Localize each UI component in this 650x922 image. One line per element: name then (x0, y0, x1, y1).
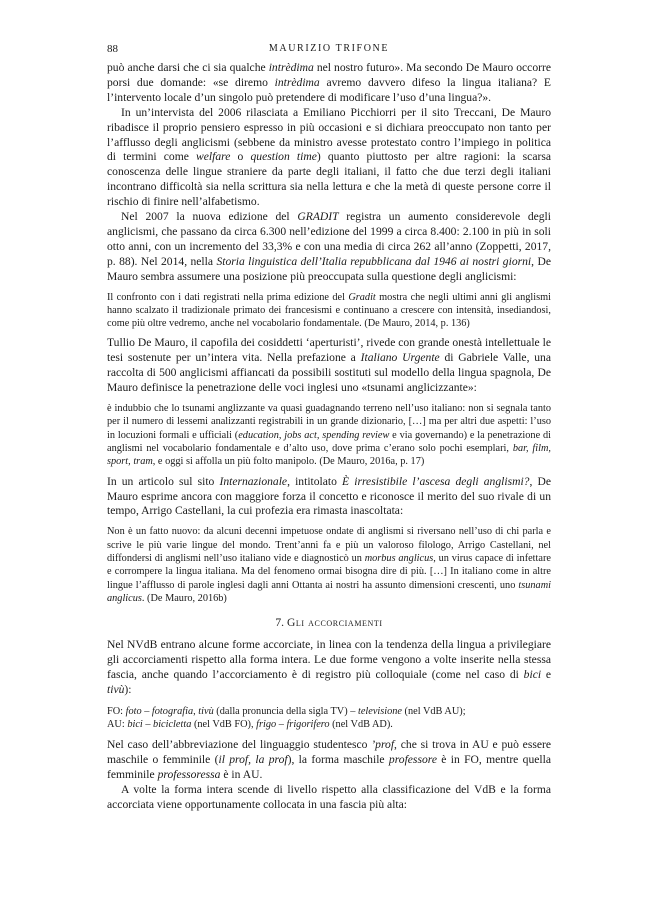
paragraph-1: può anche darsi che ci sia qualche intrèdima nel nostro futuro». Ma secondo De Mauro occorre porsi due domande: «se diremo intrèdima avremo davvero difeso la lingua italiana? E l’intervento locale d’un singolo può pretendere di modificare l’uso d’una lingua?». (107, 61, 551, 104)
section-number: 7. (275, 616, 285, 630)
block-quote-3: Non è un fatto nuovo: da alcuni decenni impetuose ondate di anglismi si riversano nell’uso di chi parla e scrive le più varie lingue del mondo. Trent’anni fa e più un valoroso filologo, Arrigo Castellani, nel diffondersi di anglismi nell’uso italiano vide e diagnosticò un morbus anglicus, un virus capace di infettare e corrompere la lingua italiana. Ma del fenomeno ormai bisogna dire di più. […] In italiano come in altre lingue l’afflusso di parole inglesi dagli anni Ottanta ai nostri ha assunto dimensioni crescenti, uno tsunami anglicus. (De Mauro, 2016b) (107, 526, 551, 604)
example-list (107, 705, 551, 732)
section-title: Gli accorciamenti (286, 616, 383, 630)
paragraph-3: Nel 2007 la nuova edizione del GRADIT registra un aumento considerevole degli anglicismi, che passano da circa 6.300 nell’edizione del 1999 a circa 8.400: 2.100 in più in soli otto anni, con un incremento del 33,3% e con una media di circa 262 all’anno (Zoppetti, 2017, p. 88). Nel 2014, nella Storia linguistica dell’Italia repubblicana dal 1946 ai nostri giorni, De Mauro sembra assumere una posizione più preoccupata sulla questione degli anglicismi: (107, 210, 551, 283)
page (107, 43, 551, 813)
running-head: MAURIZIO TRIFONE (268, 43, 390, 54)
paragraph-5: In un articolo sul sito Internazionale, intitolato È irresistibile l’ascesa degli anglismi?, De Mauro esprime ancora con maggiore forza il concetto e riconosce il merito del suo rivale di un tempo, Arrigo Castellani, la cui profezia era rimasta inascoltata: (107, 474, 552, 518)
block-quote-2: è indubbio che lo tsunami anglizzante va quasi guadagnando terreno nell’uso italiano: non si segnala tanto per il numero di lessemi analizzanti registrabili in un grande dizionario, […] ma per altri due aspetti: l’uso in locuzioni formali e ufficiali (education, jobs act, spending review e via governando) e la penetrazione di anglismi nel vocabolario fondamentale e d’alto uso, dove prima c’erano solo pochi esemplari, bar, film, sport, tram, e oggi si affolla un più folto manipolo. (De Mauro, 2016a, p. 17) (107, 403, 551, 468)
page-header (107, 43, 551, 61)
block-quote-1: Il confronto con i dati registrati nella prima edizione del Gradit mostra che negli ultimi anni gli anglismi hanno scalzato il tradizionale primato dei francesismi e continuano a crescere con intensità, insediandosi, come più oltre vedremo, anche nel vocabolario fondamentale. (De Mauro, 2014, p. 136) (107, 291, 551, 330)
paragraph-8: A volte la forma intera scende di livello rispetto alla classificazione del VdB e la forma accorciata viene opportunamente collocata in una fascia più alta: (107, 783, 551, 811)
list-item: FO: foto – fotografia, tivù (dalla pronuncia della sigla TV) – televisione (nel VdB AU); (107, 705, 466, 717)
section-heading (107, 616, 551, 629)
paragraph-4: Tullio De Mauro, il capofila dei cosiddetti ‘aperturisti’, rivede con grande onestà intellettuale le tesi sostenute per un’intera vita. Nella prefazione a Italiano Urgente di Gabriele Valle, una raccolta di 500 anglicismi affiancati da possibili sostituti sul modello della lingua spagnola, De Mauro definisce la penetrazione delle voci inglesi uno «tsunami anglicizzante»: (107, 336, 551, 395)
paragraph-7: Nel caso dell’abbreviazione del linguaggio studentesco ’prof, che si trova in AU e può essere maschile o femminile (il prof, la prof), la forma maschile professore è in FO, mentre quella femminile professoressa è in AU. (107, 738, 551, 782)
paragraph-2: In un’intervista del 2006 rilasciata a Emiliano Picchiorri per il sito Treccani, De Mauro ribadisce il proprio pensiero espresso in più occasioni e si dichiara preoccupato non tanto per l’afflusso degli anglicismi (sebbene da ministro avesse protestato contro l’impiego in politica di termini come welfare o question time) quanto piuttosto per altre ragioni: la scarsa conoscenza delle lingue straniere da parte degli italiani, il fatto che due terzi degli italiani incontrano difficoltà sia nella scrittura sia nella lettura e che la metà di queste persone corre il rischio di finire nell’alfabetismo. (107, 105, 551, 209)
paragraph-6: Nel NVdB entrano alcune forme accorciate, in linea con la tendenza della lingua a privilegiare gli accorciamenti rispetto alla forma intera. Le due forme vengono a volte inserite nella stessa fascia, anche quando l’accorciamento è di registro più colloquiale (come nel caso di bici e tivù): (107, 638, 551, 696)
page-number: 88 (107, 43, 118, 55)
list-item: AU: bici – bicicletta (nel VdB FO), frigo – frigorifero (nel VdB AD). (107, 719, 393, 731)
